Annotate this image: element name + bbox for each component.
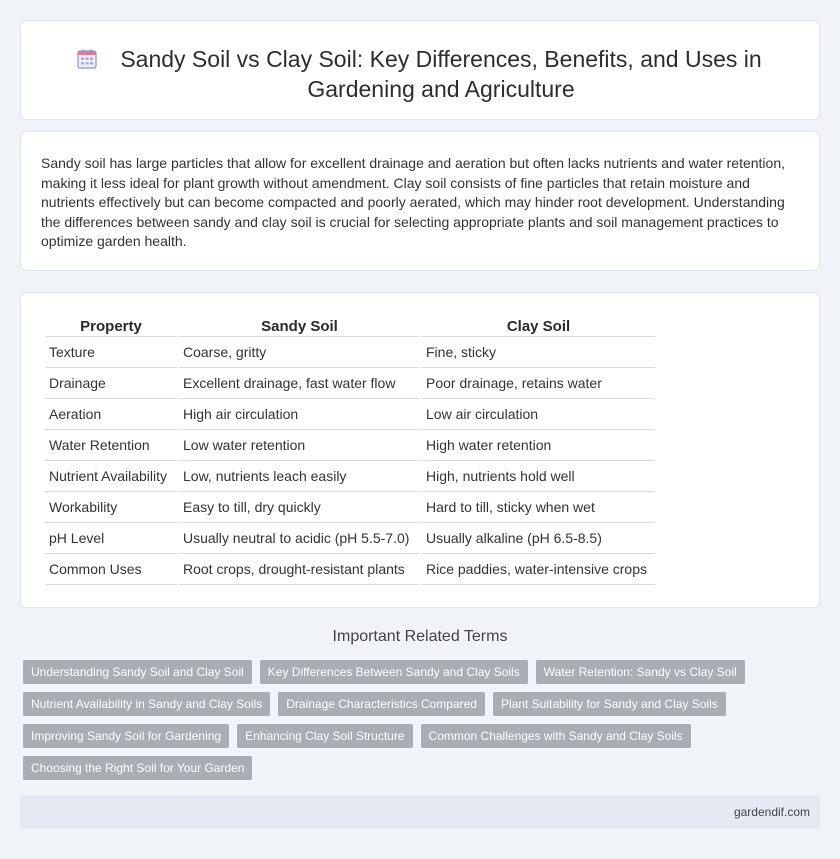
table-cell: Workability [45,492,177,523]
table-cell: Texture [45,337,177,368]
table-row [45,368,655,399]
table-header-row [45,315,655,337]
column-header-sandy-soil: Sandy Soil [179,315,420,337]
table-cell: Coarse, gritty [179,337,420,368]
column-header-property: Property [45,315,177,337]
table-cell: Easy to till, dry quickly [179,492,420,523]
intro-paragraph: Sandy soil has large particles that allow for excellent drainage and aeration but often lacks nutrients and water retention, making it less ideal for plant growth without amendment. Clay soil consists of fine particles that retain moisture and nutrients effectively but can become compacted and poorly aerated, which may hinder root development. Understanding the differences between sandy and clay soil is crucial for selecting appropriate plants and soil management practices to optimize garden health. [41,155,785,250]
comparison-table [43,315,657,585]
table-cell: Root crops, drought-resistant plants [179,554,420,585]
related-term-tag[interactable]: Choosing the Right Soil for Your Garden [23,756,252,780]
table-row [45,337,655,368]
table-row [45,554,655,585]
table-cell: Aeration [45,399,177,430]
table-row [45,399,655,430]
related-term-tag[interactable]: Nutrient Availability in Sandy and Clay Soils [23,692,270,716]
table-cell: Hard to till, sticky when wet [422,492,655,523]
table-cell: Low water retention [179,430,420,461]
table-cell: Low air circulation [422,399,655,430]
table-row [45,492,655,523]
table-cell: Poor drainage, retains water [422,368,655,399]
table-cell: Common Uses [45,554,177,585]
page-title: Sandy Soil vs Clay Soil: Key Differences, Benefits, and Uses in Gardening and Agriculture [120,46,762,102]
column-header-clay-soil: Clay Soil [422,315,655,337]
table-cell: pH Level [45,523,177,554]
header-card [20,20,820,120]
table-cell: Fine, sticky [422,337,655,368]
related-term-tag[interactable]: Common Challenges with Sandy and Clay Soils [421,724,691,748]
intro-card [20,131,820,271]
related-term-tag[interactable]: Understanding Sandy Soil and Clay Soil [23,660,252,684]
related-term-tag[interactable]: Drainage Characteristics Compared [278,692,485,716]
table-cell: Nutrient Availability [45,461,177,492]
table-row [45,430,655,461]
related-term-tag[interactable]: Improving Sandy Soil for Gardening [23,724,229,748]
related-term-tag[interactable]: Plant Suitability for Sandy and Clay Soils [493,692,726,716]
footer-site-name[interactable]: gardendif.com [733,805,810,819]
footer [20,795,820,829]
table-cell: High air circulation [179,399,420,430]
table-cell: Low, nutrients leach easily [179,461,420,492]
table-row [45,461,655,492]
table-cell: Water Retention [45,430,177,461]
table-row [45,523,655,554]
table-cell: High, nutrients hold well [422,461,655,492]
related-term-tag[interactable]: Enhancing Clay Soil Structure [237,724,412,748]
related-terms-list [23,660,813,780]
table-cell: Excellent drainage, fast water flow [179,368,420,399]
related-terms-heading: Important Related Terms [332,628,508,645]
table-cell: Drainage [45,368,177,399]
related-term-tag[interactable]: Water Retention: Sandy vs Clay Soil [536,660,745,684]
table-cell: Usually alkaline (pH 6.5-8.5) [422,523,655,554]
table-cell: Usually neutral to acidic (pH 5.5-7.0) [179,523,420,554]
table-cell: High water retention [422,430,655,461]
comparison-card [20,292,820,608]
related-term-tag[interactable]: Key Differences Between Sandy and Clay Soils [260,660,528,684]
table-cell: Rice paddies, water-intensive crops [422,554,655,585]
